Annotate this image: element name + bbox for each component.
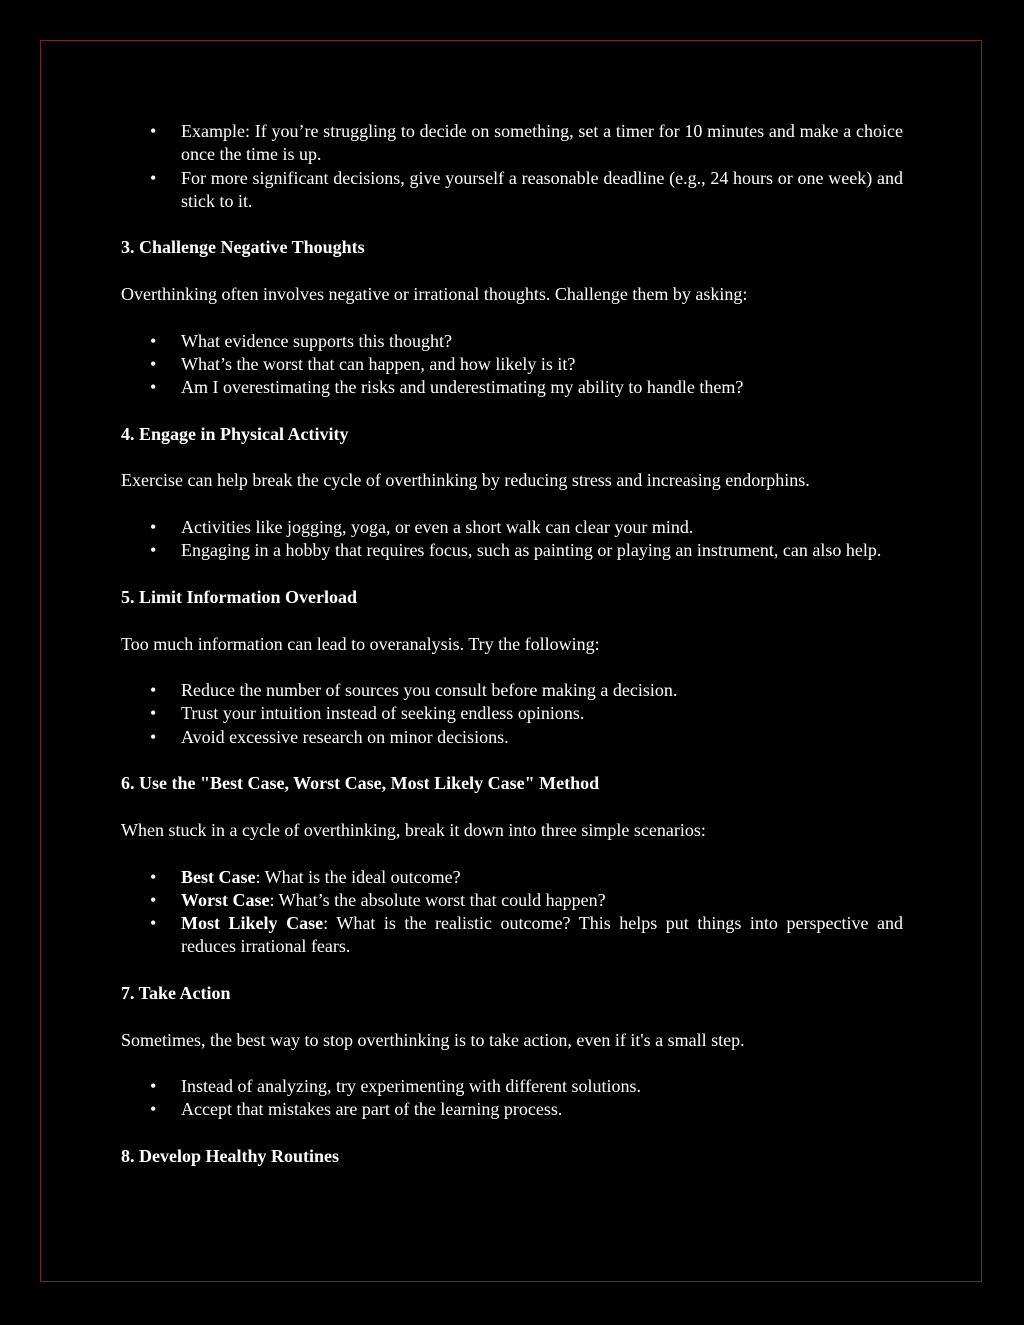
bullet-icon: • <box>150 121 157 141</box>
list-item: • What’s the worst that can happen, and how likely is it? <box>121 353 903 376</box>
section-heading: 3. Challenge Negative Thoughts <box>121 237 365 258</box>
bullet-icon: • <box>150 517 157 538</box>
section-list <box>121 516 903 563</box>
bullet-icon: • <box>150 1099 157 1120</box>
list-item: • Activities like jogging, yoga, or even a short walk can clear your mind. <box>121 516 903 539</box>
bullet-icon: • <box>150 889 157 910</box>
document-body <box>121 120 903 1192</box>
section-heading: 7. Take Action <box>121 982 231 1003</box>
list-item: • What evidence supports this thought? <box>121 330 903 353</box>
term-label: Most Likely Case <box>181 913 324 934</box>
list-item: • Engaging in a hobby that requires focus, such as painting or playing an instrument, can also help. <box>121 539 903 562</box>
section-paragraph: When stuck in a cycle of overthinking, break it down into three simple scenarios: <box>121 819 706 840</box>
list-item: • For more significant decisions, give yourself a reasonable deadline (e.g., 24 hours or one week) and stick to it. <box>150 167 903 211</box>
section-heading: 6. Use the "Best Case, Worst Case, Most Likely Case" Method <box>121 773 600 794</box>
section-list <box>121 1075 903 1122</box>
section-paragraph: Too much information can lead to overanalysis. Try the following: <box>121 633 600 654</box>
list-item: • Worst Case: What’s the absolute worst that could happen? <box>121 889 903 912</box>
section-heading: 5. Limit Information Overload <box>121 586 357 607</box>
list-item: • Example: If you’re struggling to decide on something, set a timer for 10 minutes and make a choice once the time is up. <box>150 121 903 165</box>
bullet-icon: • <box>150 680 157 701</box>
section-paragraph: Overthinking often involves negative or irrational thoughts. Challenge them by asking: <box>121 284 748 305</box>
bullet-icon: • <box>150 726 157 747</box>
section-heading: 4. Engage in Physical Activity <box>121 423 349 444</box>
list-item: • Am I overestimating the risks and underestimating my ability to handle them? <box>121 376 903 399</box>
term-label: Worst Case <box>181 889 270 910</box>
section-list <box>121 330 903 400</box>
section-paragraph: Exercise can help break the cycle of overthinking by reducing stress and increasing endorphins. <box>121 470 810 491</box>
bullet-icon: • <box>150 167 157 188</box>
section-heading: 8. Develop Healthy Routines <box>121 1146 339 1167</box>
section-list <box>121 679 903 749</box>
list-item: • Reduce the number of sources you consult before making a decision. <box>121 679 903 702</box>
bullet-icon: • <box>150 353 157 374</box>
term-label: Best Case <box>181 866 256 887</box>
bullet-icon: • <box>150 703 157 724</box>
bullet-icon: • <box>150 1076 157 1097</box>
bullet-icon: • <box>150 330 157 351</box>
bullet-icon: • <box>150 377 157 398</box>
section-list <box>121 866 903 959</box>
list-item: • Instead of analyzing, try experimenting with different solutions. <box>121 1075 903 1098</box>
list-item: • Trust your intuition instead of seeking endless opinions. <box>121 702 903 725</box>
bullet-icon: • <box>150 913 157 934</box>
intro-list <box>121 120 903 213</box>
list-item: • Accept that mistakes are part of the learning process. <box>121 1098 903 1121</box>
bullet-icon: • <box>150 866 157 887</box>
list-item: • Avoid excessive research on minor decisions. <box>121 726 903 749</box>
section-paragraph: Sometimes, the best way to stop overthinking is to take action, even if it's a small step. <box>121 1029 745 1050</box>
list-item: • Most Likely Case: What is the realistic outcome? This helps put things into perspective and reduces irrational fears. <box>150 913 903 957</box>
bullet-icon: • <box>150 540 157 561</box>
list-item: • Best Case: What is the ideal outcome? <box>121 866 903 889</box>
